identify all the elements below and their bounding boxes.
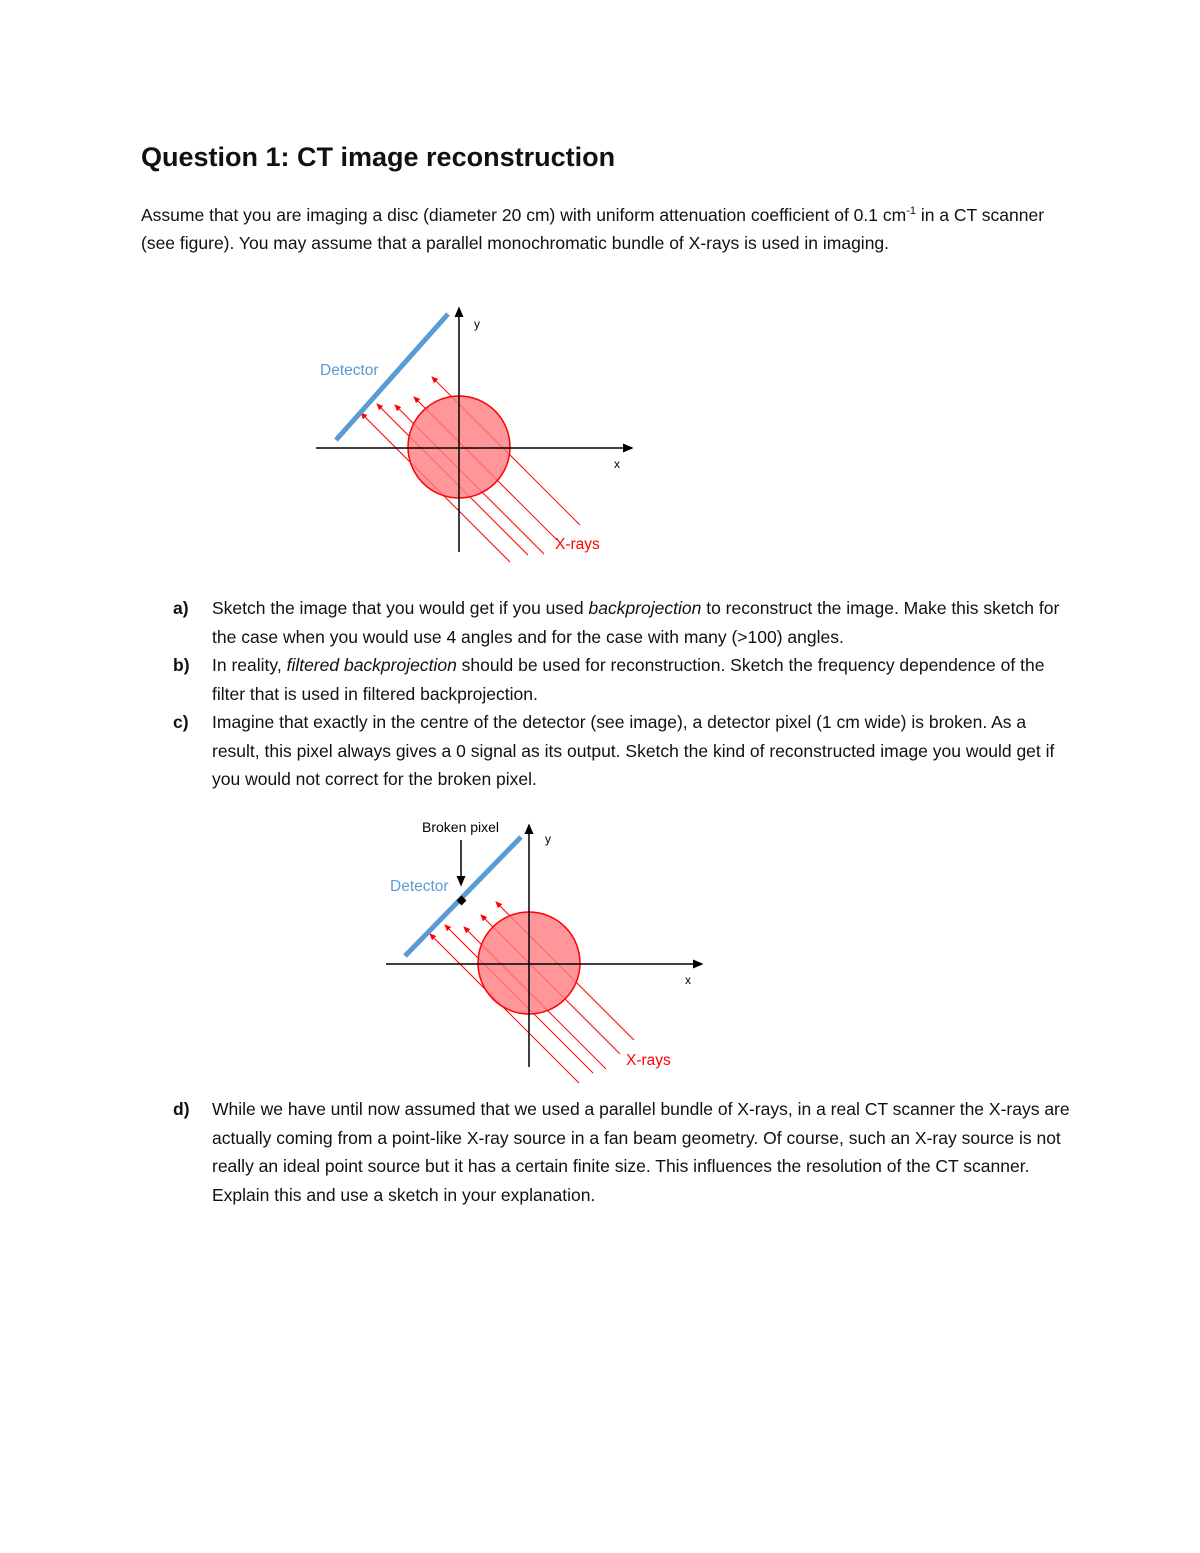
ct-geometry-figure bbox=[300, 300, 660, 585]
broken-pixel-diagram bbox=[370, 815, 720, 1095]
question-list-abc bbox=[141, 594, 1071, 794]
question-text: should be used for reconstruction. Sketch the frequency dependence of the filter that is used in filtered backprojection. bbox=[212, 655, 1045, 704]
xrays-label: X-rays bbox=[555, 536, 600, 553]
question-text: While we have until now assumed that we used a parallel bundle of X-rays, in a real CT scanner the X-rays are actually coming from a point-like X-ray source in a fan beam geometry. Of course, such an X-ray source is not really an ideal point source but it has a certain finite size. This influences the resolution of the CT scanner. Explain this and use a sketch in your explanation. bbox=[212, 1099, 1070, 1205]
question-emphasis: backprojection bbox=[588, 598, 702, 618]
question-label: a) bbox=[173, 598, 189, 618]
question-item bbox=[141, 708, 1071, 794]
xrays-label: X-rays bbox=[626, 1052, 671, 1069]
question-item bbox=[141, 594, 1071, 651]
broken-pixel-label: Broken pixel bbox=[422, 819, 500, 835]
x-axis-label: x bbox=[685, 973, 691, 987]
detector-label: Detector bbox=[390, 878, 449, 895]
question-list-d bbox=[141, 1095, 1071, 1209]
intro-superscript: -1 bbox=[906, 205, 916, 217]
question-text: Imagine that exactly in the centre of the detector (see image), a detector pixel (1 cm wide) is broken. As a result, this pixel always gives a 0 signal as its output. Sketch the kind of reconstructed image you would get if you would not correct for the broken pixel. bbox=[212, 712, 1055, 789]
question-label: d) bbox=[173, 1099, 190, 1119]
detector-label: Detector bbox=[320, 362, 379, 379]
broken-pixel-figure bbox=[370, 815, 720, 1100]
question-item bbox=[141, 1095, 1071, 1209]
y-axis-label: y bbox=[545, 832, 551, 846]
question-label: b) bbox=[173, 655, 190, 675]
x-axis-label: x bbox=[614, 457, 620, 471]
intro-paragraph bbox=[141, 197, 1071, 258]
intro-text-part-1: Assume that you are imaging a disc (diameter 20 cm) with uniform attenuation coefficient of 0.1 cm bbox=[141, 204, 907, 225]
question-item bbox=[141, 651, 1071, 708]
question-emphasis: filtered backprojection bbox=[286, 655, 457, 675]
question-label: c) bbox=[173, 712, 189, 732]
y-axis-label: y bbox=[474, 317, 480, 331]
question-text: In reality, bbox=[212, 655, 287, 675]
intro-text-part-2: in a CT scanner (see figure). You may assume that a parallel monochromatic bundle of X-rays is used in imaging. bbox=[141, 204, 1045, 254]
question-text: Sketch the image that you would get if you used bbox=[212, 598, 589, 618]
question-text: to reconstruct the image. Make this sketch for the case when you would use 4 angles and for the case with many (>100) angles. bbox=[212, 598, 1060, 647]
ct-geometry-diagram bbox=[300, 300, 660, 580]
question-title: Question 1: CT image reconstruction bbox=[141, 142, 616, 172]
